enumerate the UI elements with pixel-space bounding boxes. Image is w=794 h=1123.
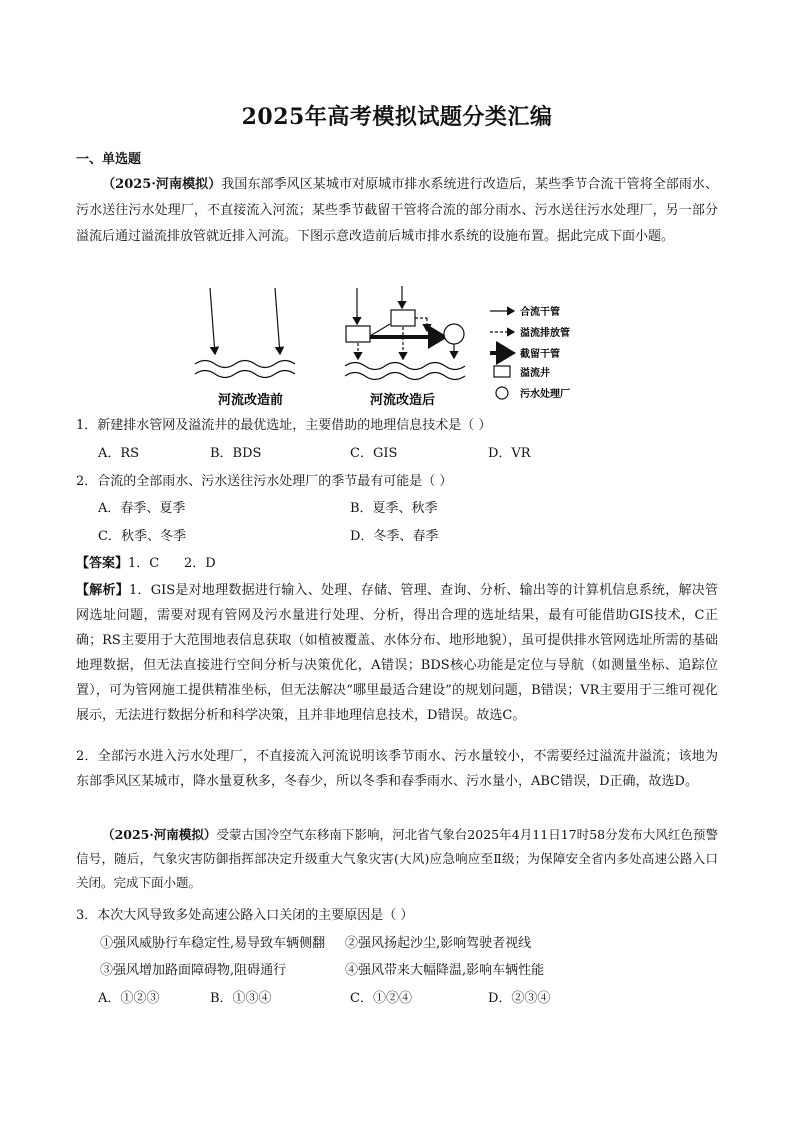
answer-value: 1．C 2．D — [128, 556, 216, 571]
statement-4: ④强风带来大幅降温,影响车辆性能 — [345, 963, 545, 978]
passage-1-source: （2025·河南模拟） — [102, 177, 222, 192]
statement-2: ②强风扬起沙尘,影响驾驶者视线 — [345, 936, 532, 951]
passage-2-source: （2025·河南模拟） — [102, 827, 217, 842]
river-wave-icon — [345, 363, 465, 370]
option-d[interactable]: D．VR — [488, 446, 531, 461]
after-diagram — [345, 286, 465, 408]
option-c[interactable]: C．①②④ — [350, 991, 412, 1006]
legend-label: 溢流井 — [520, 368, 550, 379]
legend-label: 合流干管 — [520, 307, 560, 318]
option-b[interactable]: B．夏季、秋季 — [350, 501, 438, 516]
analysis-text-1: 1．GIS是对地理数据进行输入、处理、存储、管理、查询、分析、输出等的计算机信息系统，解决管网选址问题，需要对现有管网及污水量进行处理、分析，得出合理的选址结果，最有可能借助GIS技术，C正确；RS主要用于大范围地表信息获取（如植被覆盖、水体分布、地形地貌），虽可提供排水管网选址所需的基础地理数据，但无法直接进行空间分析与决策优化，A错误；BDS核心功能是定位与导航（如测量坐标、追踪位置），可为管网施工提供精准坐标，但无法解决“哪里最适合建设”的规划问题，B错误；VR主要用于三维可视化展示，无法进行数据分析和科学决策，且并非地理信息技术，D错误。故选C。 — [76, 583, 718, 723]
analysis-p2 — [76, 744, 718, 794]
option-d[interactable]: D．②③④ — [488, 991, 551, 1006]
option-a[interactable]: A．①②③ — [98, 991, 160, 1006]
statement-1: ①强风威胁行车稳定性,易导致车辆侧翻 — [100, 936, 326, 951]
legend-label: 溢流排放管 — [520, 328, 570, 339]
option-b[interactable]: B．BDS — [210, 446, 262, 461]
question-3-stem: 3．本次大风导致多处高速公路入口关闭的主要原因是（ ） — [76, 908, 414, 923]
legend-label: 截留干管 — [520, 349, 560, 360]
river-wave-icon — [195, 371, 295, 378]
before-diagram — [195, 288, 295, 408]
overflow-well-icon — [391, 310, 415, 326]
option-b[interactable]: B．①③④ — [210, 991, 272, 1006]
treatment-plant-icon — [444, 324, 464, 344]
analysis-p1 — [76, 578, 718, 728]
legend-label: 污水处理厂 — [520, 389, 570, 400]
analysis-label: 【解析】 — [76, 583, 129, 598]
passage-1 — [76, 172, 718, 250]
solid-arrow-icon — [210, 288, 215, 354]
option-c[interactable]: C．GIS — [350, 446, 398, 461]
solid-arrow-icon — [275, 288, 280, 354]
option-c[interactable]: C．秋季、冬季 — [98, 529, 186, 544]
pipe-line — [370, 324, 390, 336]
diagram-legend — [490, 305, 570, 400]
rectangle-icon — [494, 366, 510, 377]
caption-after: 河流改造后 — [370, 393, 436, 408]
overflow-well-icon — [346, 326, 370, 342]
passage-2-text: 受蒙古国冷空气东移南下影响，河北省气象台2025年4月11日17时58分发布大风红色预警信号，随后，气象灾害防御指挥部决定升级重大气象灾害(大风)应急响应至Ⅱ级；为保障安全省内多处高速公路入口关闭。完成下面小题。 — [76, 827, 718, 890]
section-heading: 一、单选题 — [76, 152, 142, 167]
passage-2 — [76, 823, 718, 895]
option-a[interactable]: A．RS — [98, 446, 140, 461]
option-a[interactable]: A．春季、夏季 — [98, 501, 186, 516]
analysis-text-2: 2．全部污水进入污水处理厂，不直接流入河流说明该季节雨水、污水量较小，不需要经过溢流井溢流；该地为东部季风区某城市，降水量夏秋多，冬春少，所以冬季和春季雨水、污水量小，ABC错误，D正确，故选D。 — [76, 749, 718, 789]
option-d[interactable]: D．冬季、春季 — [350, 529, 439, 544]
statement-3: ③强风增加路面障碍物,阻碍通行 — [100, 963, 287, 978]
drainage-diagram — [190, 286, 590, 416]
page-title: 2025年高考模拟试题分类汇编 — [241, 104, 553, 130]
question-1-stem: 1．新建排水管网及溢流井的最优选址，主要借助的地理信息技术是（ ） — [76, 418, 492, 433]
caption-before: 河流改造前 — [218, 393, 284, 408]
question-2-stem: 2．合流的全部雨水、污水送往污水处理厂的季节最有可能是（ ） — [76, 474, 453, 489]
answer-line — [76, 554, 216, 574]
passage-1-text: 我国东部季风区某城市对原城市排水系统进行改造后，某些季节合流干管将全部雨水、污水送往污水处理厂，不直接流入河流；某些季节截留干管将合流的部分雨水、污水送往污水处理厂，另一部分溢流后通过溢流排放管就近排入河流。下图示意改造前后城市排水系统的设施布置。据此完成下面小题。 — [76, 177, 718, 244]
circle-icon — [496, 387, 508, 399]
answer-label: 【答案】 — [76, 556, 129, 571]
river-wave-icon — [345, 373, 465, 380]
river-wave-icon — [195, 361, 295, 368]
